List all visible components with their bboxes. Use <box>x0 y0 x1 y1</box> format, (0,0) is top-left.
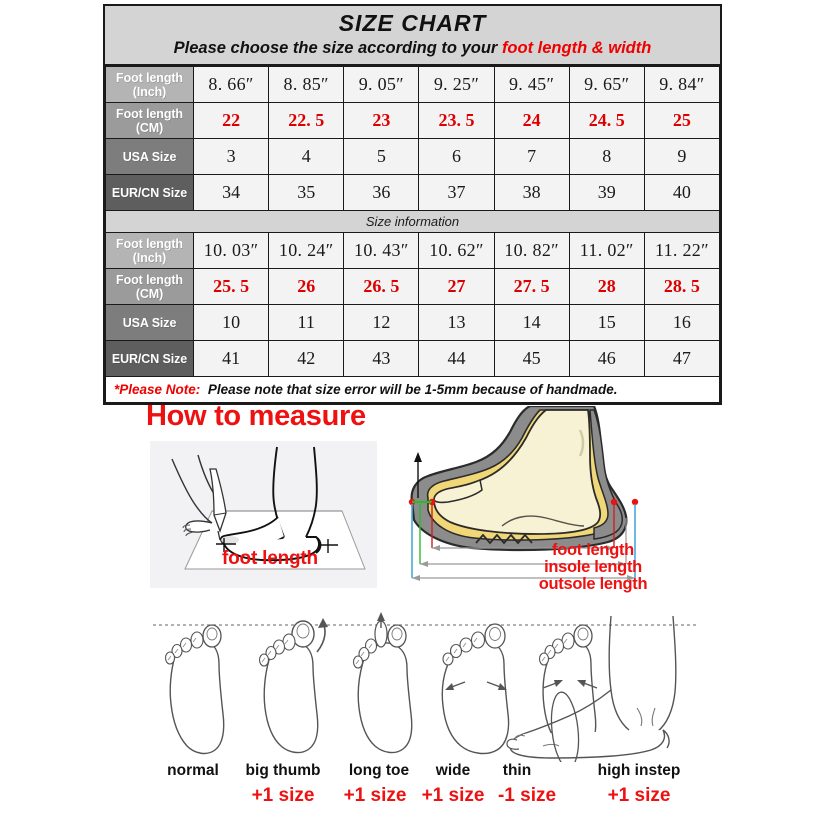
row-header-eur-cn-size: EUR/CN Size <box>106 341 194 377</box>
cell-eur-1-0: 34 <box>194 175 269 211</box>
cell-usa-1-0: 3 <box>194 139 269 175</box>
chart-subtitle <box>105 38 720 59</box>
cell-usa-1-3: 6 <box>419 139 494 175</box>
chart-title: SIZE CHART <box>338 10 487 36</box>
size-table <box>105 66 720 403</box>
size-chart-table <box>103 4 722 405</box>
cell-usa-2-0: 10 <box>194 305 269 341</box>
foot-type-label-normal: normal <box>167 762 219 779</box>
row-header-line1: Foot length <box>116 236 183 251</box>
foot-length-caption-left: foot length <box>222 548 318 569</box>
cell-cm-1-4: 24 <box>494 103 569 139</box>
foot-type-adjust-wide: +1 size <box>421 785 485 806</box>
cell-eur-2-6: 47 <box>644 341 719 377</box>
cell-eur-1-5: 39 <box>569 175 644 211</box>
foot-type-adjust-thin: -1 size <box>497 785 557 806</box>
cell-usa-2-6: 16 <box>644 305 719 341</box>
foot-shape-long-toe <box>354 612 412 753</box>
cell-cm-2-4: 27. 5 <box>494 269 569 305</box>
cell-inch-2-4: 10. 82″ <box>494 233 569 269</box>
foot-type-label-long-toe: long toe <box>348 762 410 779</box>
cell-inch-2-5: 11. 02″ <box>569 233 644 269</box>
cell-usa-1-2: 5 <box>344 139 419 175</box>
cell-eur-2-1: 42 <box>269 341 344 377</box>
row-header-line1: Foot length <box>116 70 183 85</box>
caption-foot-length: foot length <box>552 541 634 559</box>
cell-eur-1-3: 37 <box>419 175 494 211</box>
cell-usa-1-6: 9 <box>644 139 719 175</box>
table-row-eur-1 <box>106 175 720 211</box>
row-header-line2: (Inch) <box>132 84 167 99</box>
please-note-row <box>106 377 720 403</box>
cell-inch-2-6: 11. 22″ <box>644 233 719 269</box>
foot-type-label-thin: thin <box>502 762 532 779</box>
how-to-measure-heading: How to measure <box>146 400 366 432</box>
cell-inch-1-1: 8. 85″ <box>269 67 344 103</box>
cell-eur-2-0: 41 <box>194 341 269 377</box>
cell-cm-1-0: 22 <box>194 103 269 139</box>
cell-cm-1-5: 24. 5 <box>569 103 644 139</box>
cell-inch-2-1: 10. 24″ <box>269 233 344 269</box>
cell-inch-2-0: 10. 03″ <box>194 233 269 269</box>
cell-eur-1-4: 38 <box>494 175 569 211</box>
foot-types-illustration-panel <box>145 612 705 762</box>
cell-cm-2-0: 25. 5 <box>194 269 269 305</box>
cell-usa-1-4: 7 <box>494 139 569 175</box>
cell-cm-1-2: 23 <box>344 103 419 139</box>
cell-usa-2-2: 12 <box>344 305 419 341</box>
table-row-eur-2 <box>106 341 720 377</box>
cell-cm-2-6: 28. 5 <box>644 269 719 305</box>
cell-usa-2-3: 13 <box>419 305 494 341</box>
foot-type-label-wide: wide <box>435 762 471 779</box>
table-row-usa-1 <box>106 139 720 175</box>
cell-inch-2-2: 10. 43″ <box>344 233 419 269</box>
foot-shape-wide <box>442 624 508 753</box>
cell-usa-2-5: 15 <box>569 305 644 341</box>
foot-shape-big-thumb <box>260 618 329 753</box>
cell-eur-2-2: 43 <box>344 341 419 377</box>
chart-subtitle-plain: Please choose the size according to your <box>173 38 502 57</box>
row-header-usa-size: USA Size <box>106 139 194 175</box>
cell-eur-1-2: 36 <box>344 175 419 211</box>
foot-type-adjust-long-toe: +1 size <box>343 785 407 806</box>
foot-type-adjust-big-thumb: +1 size <box>251 785 315 806</box>
foot-type-label-big-thumb: big thumb <box>245 762 321 779</box>
foot-shapes-diagram <box>145 612 705 762</box>
row-header-line2: (CM) <box>135 120 164 135</box>
cell-cm-2-3: 27 <box>419 269 494 305</box>
cell-eur-1-1: 35 <box>269 175 344 211</box>
cell-eur-1-6: 40 <box>644 175 719 211</box>
cell-inch-1-4: 9. 45″ <box>494 67 569 103</box>
table-row-inch-2 <box>106 233 720 269</box>
row-header-eur-cn-size: EUR/CN Size <box>106 175 194 211</box>
table-row-cm-2 <box>106 269 720 305</box>
shoe-length-captions <box>478 542 708 592</box>
foot-type-label-high-instep: high instep <box>597 762 681 779</box>
row-header-line2: (CM) <box>135 286 164 301</box>
row-header-foot-length-cm <box>106 269 194 305</box>
cell-cm-2-1: 26 <box>269 269 344 305</box>
cell-eur-2-5: 46 <box>569 341 644 377</box>
chart-subtitle-highlight: foot length & width <box>501 38 652 57</box>
row-header-line1: Foot length <box>116 106 183 121</box>
chart-title-band <box>105 6 720 66</box>
cell-cm-1-1: 22. 5 <box>269 103 344 139</box>
foot-type-adjust-high-instep: +1 size <box>607 785 671 806</box>
cell-inch-2-3: 10. 62″ <box>419 233 494 269</box>
row-header-line2: (Inch) <box>132 250 167 265</box>
table-row-inch-1 <box>106 67 720 103</box>
cell-cm-2-2: 26. 5 <box>344 269 419 305</box>
cell-cm-1-6: 25 <box>644 103 719 139</box>
cell-inch-1-2: 9. 05″ <box>344 67 419 103</box>
caption-outsole-length: outsole length <box>538 574 648 593</box>
cell-eur-2-4: 45 <box>494 341 569 377</box>
row-header-line1: Foot length <box>116 272 183 287</box>
row-header-foot-length-inch <box>106 233 194 269</box>
cell-usa-2-1: 11 <box>269 305 344 341</box>
cell-inch-1-6: 9. 84″ <box>644 67 719 103</box>
please-note-label: *Please Note: <box>114 382 201 398</box>
table-row-note <box>106 377 720 403</box>
table-row-separator <box>106 211 720 233</box>
cell-usa-2-4: 14 <box>494 305 569 341</box>
row-header-foot-length-inch <box>106 67 194 103</box>
cell-usa-1-1: 4 <box>269 139 344 175</box>
foot-shape-normal <box>166 625 224 753</box>
caption-insole-length: insole length <box>544 557 642 576</box>
cell-inch-1-3: 9. 25″ <box>419 67 494 103</box>
size-information-label: Size information <box>106 211 720 233</box>
cell-eur-2-3: 44 <box>419 341 494 377</box>
table-row-cm-1 <box>106 103 720 139</box>
cell-cm-2-5: 28 <box>569 269 644 305</box>
cell-inch-1-0: 8. 66″ <box>194 67 269 103</box>
cell-inch-1-5: 9. 65″ <box>569 67 644 103</box>
table-row-usa-2 <box>106 305 720 341</box>
row-header-foot-length-cm <box>106 103 194 139</box>
foot-type-labels <box>145 762 705 822</box>
cell-cm-1-3: 23. 5 <box>419 103 494 139</box>
row-header-usa-size: USA Size <box>106 305 194 341</box>
please-note-text: Please note that size error will be 1-5mm because of handmade. <box>207 382 618 398</box>
cell-usa-1-5: 8 <box>569 139 644 175</box>
